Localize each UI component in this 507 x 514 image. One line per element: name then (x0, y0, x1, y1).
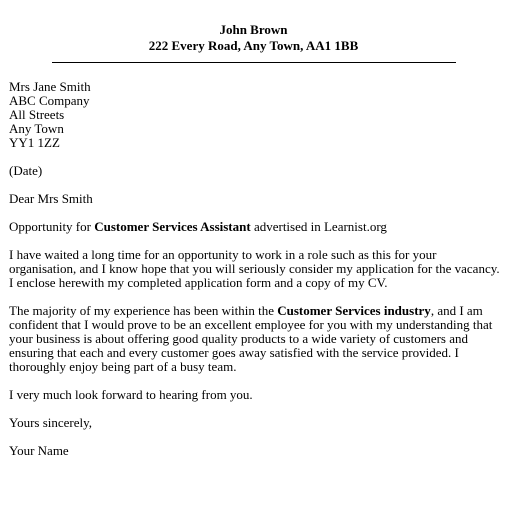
para2-prefix: The majority of my experience has been within the (9, 303, 278, 318)
para2-suffix: , and I am confident that I would prove to be an excellent employee for you with my understanding that your business is about offering good quality products to a wide variety of customers and ensuring that each and every customer goes away satisfied with the service provided. I thoroughly enjoy being part of a busy team. (9, 303, 493, 374)
signature: Your Name (9, 443, 69, 458)
recipient-line: YY1 1ZZ (9, 135, 60, 150)
letter-header (0, 22, 507, 54)
subject-prefix: Opportunity for (9, 219, 95, 234)
sender-address: 222 Every Road, Any Town, AA1 1BB (148, 38, 359, 53)
recipient-address (9, 80, 501, 150)
closing: Yours sincerely, (9, 415, 93, 430)
subject-suffix: advertised in Learnist.org (250, 219, 387, 234)
subject-line (9, 220, 501, 234)
para2-industry: Customer Services industry (277, 303, 431, 318)
sender-name: John Brown (219, 22, 288, 37)
salutation: Dear Mrs Smith (9, 191, 93, 206)
recipient-line: Mrs Jane Smith (9, 79, 91, 94)
paragraph-2 (9, 304, 501, 374)
subject-role: Customer Services Assistant (94, 219, 251, 234)
header-divider (52, 62, 456, 63)
paragraph-1: I have waited a long time for an opportunity to work in a role such as this for your organisation, and I know hope that you will seriously consider my application for the vacancy. I enclose herewith my completed application form and a copy of my CV. (9, 247, 500, 290)
letter-body (9, 80, 501, 458)
paragraph-3: I very much look forward to hearing from you. (9, 387, 253, 402)
letter-date: (Date) (9, 163, 43, 178)
recipient-line: Any Town (9, 121, 64, 136)
recipient-line: All Streets (9, 107, 65, 122)
recipient-line: ABC Company (9, 93, 90, 108)
